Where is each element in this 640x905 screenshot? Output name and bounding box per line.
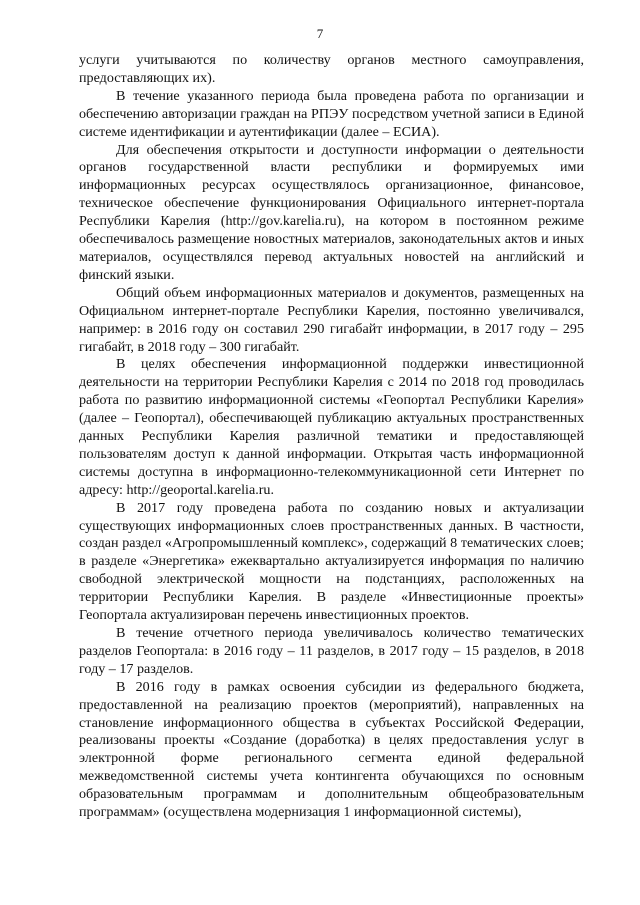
paragraph-esia-authorization: В течение указанного периода была проведена работа по организации и обеспечению авторизации граждан на РПЭУ посредством учетной записи в Единой системе идентификации и аутентификации (далее – ЕСИА). <box>79 87 584 140</box>
paragraph-geoportal-sections: В течение отчетного периода увеличивалось количество тематических разделов Геопортала: в 2016 году – 11 разделов, в 2017 году – 15 разделов, в 2018 году – 17 разделов. <box>79 625 584 677</box>
paragraph-official-portal: Для обеспечения открытости и доступности информации о деятельности органов государственной власти республики и формируемых ими информационных ресурсах осуществлялось организационное, финансовое, техническое обеспечение функционирования Официального интернет-портала Республики Карелия (http://gov.karelia.ru), на котором в постоянном режиме обеспечивалось размещение новостных материалов, законодательных актов и иных материалов, осуществлялся перевод актуальных новостей на английский и финский языки. <box>79 141 584 283</box>
paragraph-portal-volume: Общий объем информационных материалов и документов, размещенных на Официальном интернет-портале Республики Карелия, постоянно увеличивался, например: в 2016 году он составил 290 гигабайт информации, в 2017 году – 295 гигабайт, в 2018 году – 300 гигабайт. <box>79 284 584 355</box>
paragraph-geoportal-2017: В 2017 году проведена работа по созданию новых и актуализации существующих информационных слоев пространственных данных. В частности, создан раздел «Агропромышленный комплекс», содержащий 8 тематических слоев; в разделе «Энергетика» ежеквартально актуализируется информация по наличию свободной электрической мощности на подстанциях, расположенных на территории Республики Карелия. В разделе «Инвестиционные проекты» Геопортала актуализирован перечень инвестиционных проектов. <box>79 499 584 624</box>
paragraph-geoportal-development: В целях обеспечения информационной поддержки инвестиционной деятельности на территории Республики Карелия с 2014 по 2018 год проводилась работа по развитию информационной системы «Геопортал Республики Карелия» (далее – Геопортал), обеспечивающей публикацию актуальных пространственных данных Республики Карелия различной тематики и предоставляющей пользователям доступ к данной информации. Открытая часть информационной системы доступна в информационно-телекоммуникационной сети Интернет по адресу: http://geoportal.karelia.ru. <box>79 356 584 498</box>
page-number: 7 <box>316 26 324 41</box>
paragraph-subsidy-2016: В 2016 году в рамках освоения субсидии из федерального бюджета, предоставленной на реализацию проектов (мероприятий), направленных на становление информационного общества в субъектах Российской Федерации, реализованы проекты «Создание (доработка) в целях предоставления услуг в электронной форме регионального сегмента единой федеральной межведомственной системы учета контингента обучающихся по основным образовательным программам и дополнительным общеобразовательным программам» (осуществлена модернизация 1 информационной системы), <box>79 678 584 821</box>
paragraph-continuation: услуги учитываются по количеству органов местного самоуправления, предоставляющих их). <box>79 52 584 86</box>
document-body <box>79 52 584 822</box>
